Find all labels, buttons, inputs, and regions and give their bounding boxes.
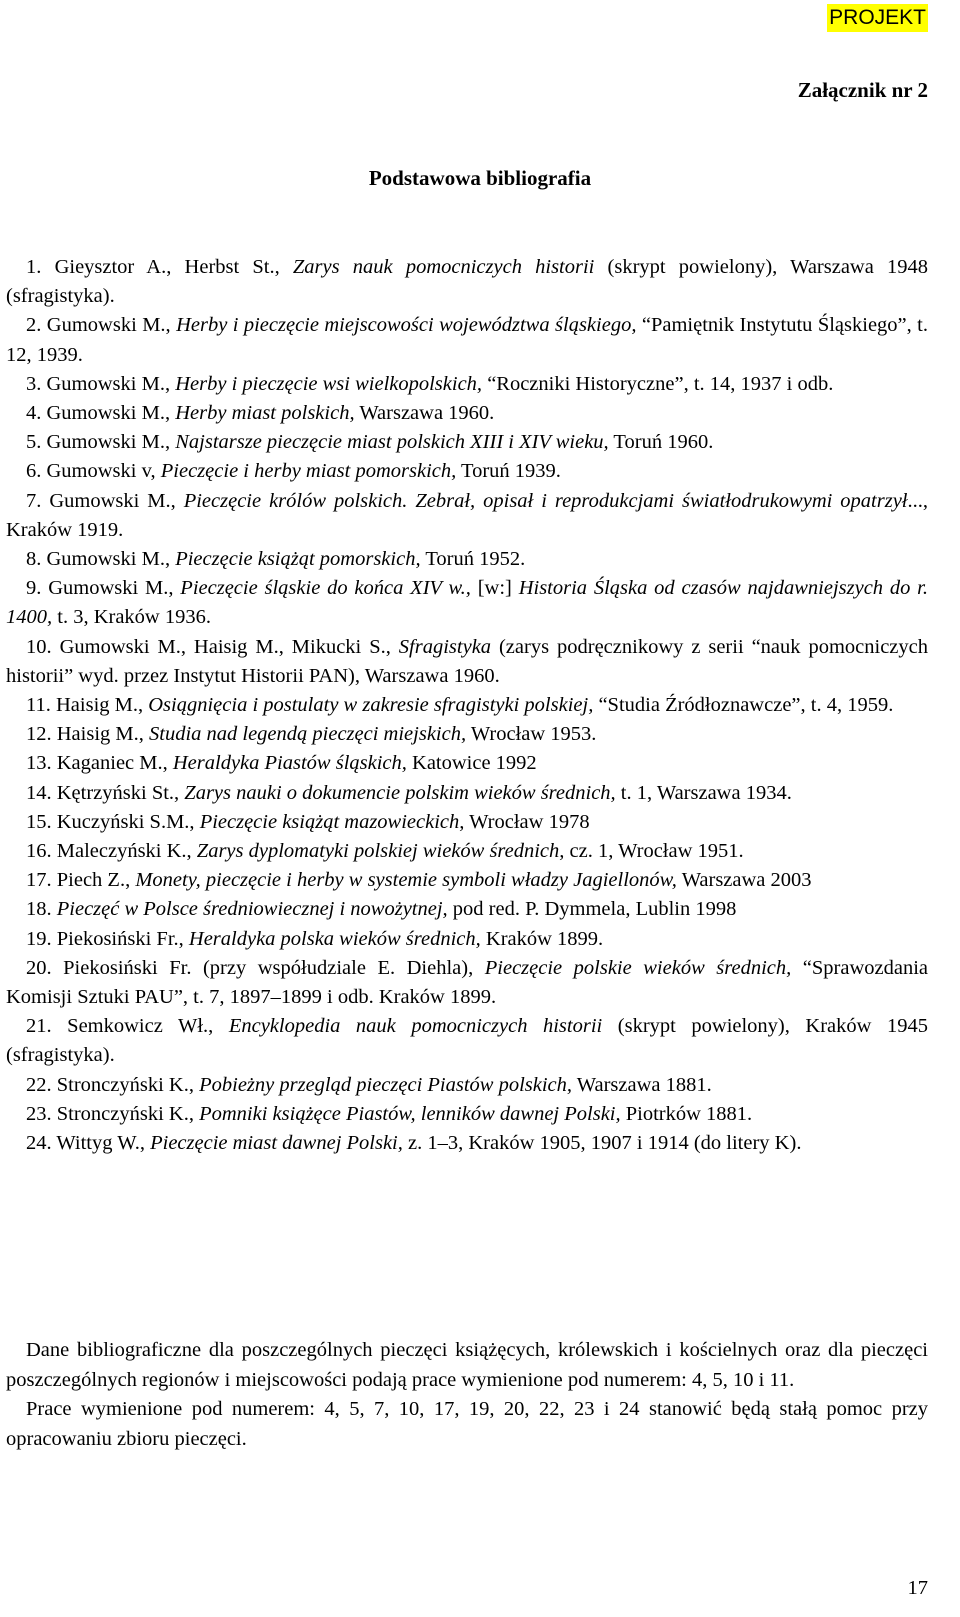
entry-author: Maleczyński K., <box>56 840 197 863</box>
entry-details: “Pamiętnik Instytutu Śląskiego”, t. 12, 1939. <box>6 314 929 366</box>
entry-details: Warszawa 1881. <box>572 1073 712 1096</box>
entry-details: z. 1–3, Kraków 1905, 1907 i 1914 (do litery K). <box>402 1132 802 1155</box>
entry-details: Wrocław 1978 <box>464 810 590 833</box>
entry-number: 21. <box>26 1015 52 1038</box>
entry-title: Pieczęcie polskie wieków średnich, <box>484 956 792 979</box>
bibliography-entry <box>6 457 928 486</box>
entry-author: Gumowski M., <box>48 577 181 600</box>
bibliography-entry <box>6 428 928 457</box>
entry-title: Zarys nauk pomocniczych historii <box>292 256 595 278</box>
bibliography-entry <box>6 866 928 895</box>
entry-details: t. 1, Warszawa 1934. <box>615 781 792 804</box>
entry-title: Pieczęcie i herby miast pomorskich, <box>160 460 457 483</box>
entry-title: Herby i pieczęcie miejscowości województwa śląskiego, <box>176 314 637 337</box>
entry-number: 23. <box>26 1102 52 1125</box>
bibliography-entry <box>6 487 928 545</box>
entry-title: Heraldyka Piastów śląskich, <box>172 752 407 775</box>
entry-number: 18. <box>26 898 52 921</box>
entry-details: Warszawa 1960. <box>354 402 495 425</box>
entry-number: 13. <box>26 752 52 775</box>
entry-title: Pieczęć w Polsce średniowiecznej i nowożytnej, <box>56 898 448 921</box>
entry-details: (skrypt powielony), Warszawa 1948 (sfragistyka). <box>6 256 929 308</box>
entry-details: Toruń 1952. <box>420 548 526 571</box>
entry-number: 10. <box>26 635 52 658</box>
entry-author: Gumowski M., <box>46 372 176 395</box>
entry-title: Pieczęcie miast dawnej Polski, <box>150 1132 403 1155</box>
note-paragraph: Dane bibliograficzne dla poszczególnych pieczęci książęcych, królewskich i kościelnych oraz dla pieczęci poszczególnych regionów i miejscowości podają prace wymienione pod numerem: 4, 5, 10 i 11. <box>6 1339 928 1391</box>
projekt-badge: PROJEKT <box>827 4 928 32</box>
bibliography-entry <box>6 691 928 720</box>
page-title: Podstawowa bibliografia <box>368 166 592 190</box>
entry-number: 17. <box>26 869 52 892</box>
bibliography-entry <box>6 720 928 749</box>
entry-number: 11. <box>26 694 51 717</box>
bibliography-entry <box>6 1071 928 1100</box>
entry-author: Gieysztor A., Herbst St., <box>54 256 293 278</box>
entry-number: 14. <box>26 781 52 804</box>
entry-author: Kuczyński S.M., <box>56 810 200 833</box>
bibliography-entry <box>6 779 928 808</box>
entry-author: Gumowski M., Haisig M., Mikucki S., <box>59 635 399 658</box>
bibliography-entry <box>6 253 928 311</box>
entry-author: Gumowski M., <box>49 489 184 512</box>
bibliography-entry <box>6 1129 928 1158</box>
entry-title: Herby miast polskich, <box>175 402 355 425</box>
entry-details: Katowice 1992 <box>406 752 537 775</box>
entry-author: Gumowski M., <box>46 314 177 337</box>
entry-number: 20. <box>26 956 52 979</box>
bibliography-entry <box>6 837 928 866</box>
entry-details: Warszawa 2003 <box>676 869 812 892</box>
bibliography-entry <box>6 545 928 574</box>
entry-number: 8. <box>26 548 42 571</box>
entry-title: Sfragistyka <box>398 635 492 658</box>
bibliography-entry <box>6 925 928 954</box>
bibliography-entry <box>6 954 928 1012</box>
entry-title: Heraldyka polska wieków średnich, <box>188 927 481 950</box>
entry-author: Haisig M., <box>56 723 149 746</box>
entry-number: 4. <box>26 402 42 425</box>
entry-author: Stronczyński K., <box>56 1102 200 1125</box>
entry-details: “Roczniki Historyczne”, t. 14, 1937 i odb. <box>482 372 834 395</box>
entry-details: (zarys podręcznikowy z serii “nauk pomocniczych historii” wyd. przez Instytut Historii PAN), Warszawa 1960. <box>6 635 929 687</box>
entry-number: 2. <box>26 314 42 337</box>
entry-title: Pieczęcie książąt mazowieckich, <box>199 810 465 833</box>
entry-title: Najstarsze pieczęcie miast polskich XIII i XIV wieku, <box>175 431 609 454</box>
bibliography-entry <box>6 808 928 837</box>
bibliography-entry <box>6 1012 928 1070</box>
entry-author: Piekosiński Fr., <box>56 927 189 950</box>
entry-title: Pobieżny przegląd pieczęci Piastów polskich, <box>199 1073 573 1096</box>
entry-title-secondary: Historia Śląska od czasów najdawniejszych do r. 1400, <box>6 577 929 629</box>
entry-title: Pieczęcie książąt pomorskich, <box>175 548 421 571</box>
entry-details: Wrocław 1953. <box>466 723 597 746</box>
entry-title: Pieczęcie śląskie do końca XIV w., <box>180 577 471 600</box>
entry-details: ..., Kraków 1919. <box>6 489 928 541</box>
entry-title: Pomniki książęce Piastów, lenników dawnej Polski, <box>199 1102 621 1125</box>
bibliography-entry <box>6 311 928 369</box>
entry-details: (skrypt powielony), Kraków 1945 (sfragistyka). <box>6 1015 929 1067</box>
entry-details: “Studia Źródłoznawcze”, t. 4, 1959. <box>593 694 894 717</box>
bibliography-entry <box>6 574 928 632</box>
entry-title: Monety, pieczęcie i herby w systemie symboli władzy Jagiellonów, <box>135 869 677 892</box>
entry-number: 6. <box>26 460 42 483</box>
entry-number: 24. <box>26 1132 52 1155</box>
entry-author: Wittyg W., <box>56 1132 151 1155</box>
entry-details: Kraków 1899. <box>480 927 604 950</box>
bibliography-entry <box>6 633 928 691</box>
entry-title: Pieczęcie królów polskich. Zebrał, opisał i reprodukcjami światłodrukowymi opatrzył <box>183 489 908 512</box>
entry-details: [w:] <box>470 577 519 600</box>
page-number: 17 <box>907 1577 928 1599</box>
bibliography-entry <box>6 399 928 428</box>
entry-author: Piech Z., <box>56 869 136 892</box>
entry-author: Kaganiec M., <box>56 752 173 775</box>
entry-details: pod red. P. Dymmela, Lublin 1998 <box>447 898 737 921</box>
entry-number: 15. <box>26 810 52 833</box>
entry-details-secondary: t. 3, Kraków 1936. <box>52 606 211 629</box>
entry-number: 22. <box>26 1073 52 1096</box>
entry-number: 12. <box>26 723 52 746</box>
entry-author: Stronczyński K., <box>56 1073 200 1096</box>
bibliography-entry <box>6 1100 928 1129</box>
entry-title: Osiągnięcia i postulaty w zakresie sfragistyki polskiej, <box>148 694 594 717</box>
bibliography-entry <box>6 895 928 924</box>
entry-number: 1. <box>26 256 42 278</box>
entry-details: cz. 1, Wrocław 1951. <box>564 840 744 863</box>
bibliography-entry <box>6 749 928 778</box>
entry-details: Toruń 1960. <box>608 431 714 454</box>
entry-author: Haisig M., <box>56 694 149 717</box>
entry-details: Toruń 1939. <box>456 460 561 483</box>
entry-number: 3. <box>26 372 42 395</box>
entry-number: 7. <box>26 489 42 512</box>
entry-number: 19. <box>26 927 52 950</box>
entry-details: “Sprawozdania Komisji Sztuki PAU”, t. 7, 1897–1899 i odb. Kraków 1899. <box>6 956 928 1009</box>
entry-author: Gumowski M., <box>46 402 176 425</box>
entry-number: 5. <box>26 431 42 454</box>
entry-author: Semkowicz Wł., <box>67 1015 229 1038</box>
entry-title: Herby i pieczęcie wsi wielkopolskich, <box>175 372 483 395</box>
note-paragraph: Prace wymienione pod numerem: 4, 5, 7, 10, 17, 19, 20, 22, 23 i 24 stanowić będą stałą pomoc przy opracowaniu zbioru pieczęci. <box>6 1398 928 1450</box>
entry-details: Piotrków 1881. <box>620 1102 753 1125</box>
entry-author: Gumowski M., <box>46 548 176 571</box>
entry-author: Gumowski v, <box>46 460 161 483</box>
notes-section <box>6 1336 928 1454</box>
entry-title: Studia nad legendą pieczęci miejskich, <box>149 723 467 746</box>
entry-number: 9. <box>26 577 42 600</box>
entry-title: Zarys nauki o dokumencie polskim wieków średnich, <box>184 781 616 804</box>
bibliography-list <box>6 253 928 1158</box>
entry-number: 16. <box>26 840 52 863</box>
annex-label: Załącznik nr 2 <box>797 78 928 102</box>
bibliography-entry <box>6 370 928 399</box>
entry-author: Kętrzyński St., <box>56 781 185 804</box>
entry-author: Piekosiński Fr. (przy współudziale E. Diehla), <box>63 956 485 979</box>
entry-title: Zarys dyplomatyki polskiej wieków średnich, <box>196 840 565 863</box>
entry-author: Gumowski M., <box>46 431 176 454</box>
entry-title: Encyklopedia nauk pomocniczych historii <box>228 1015 603 1038</box>
